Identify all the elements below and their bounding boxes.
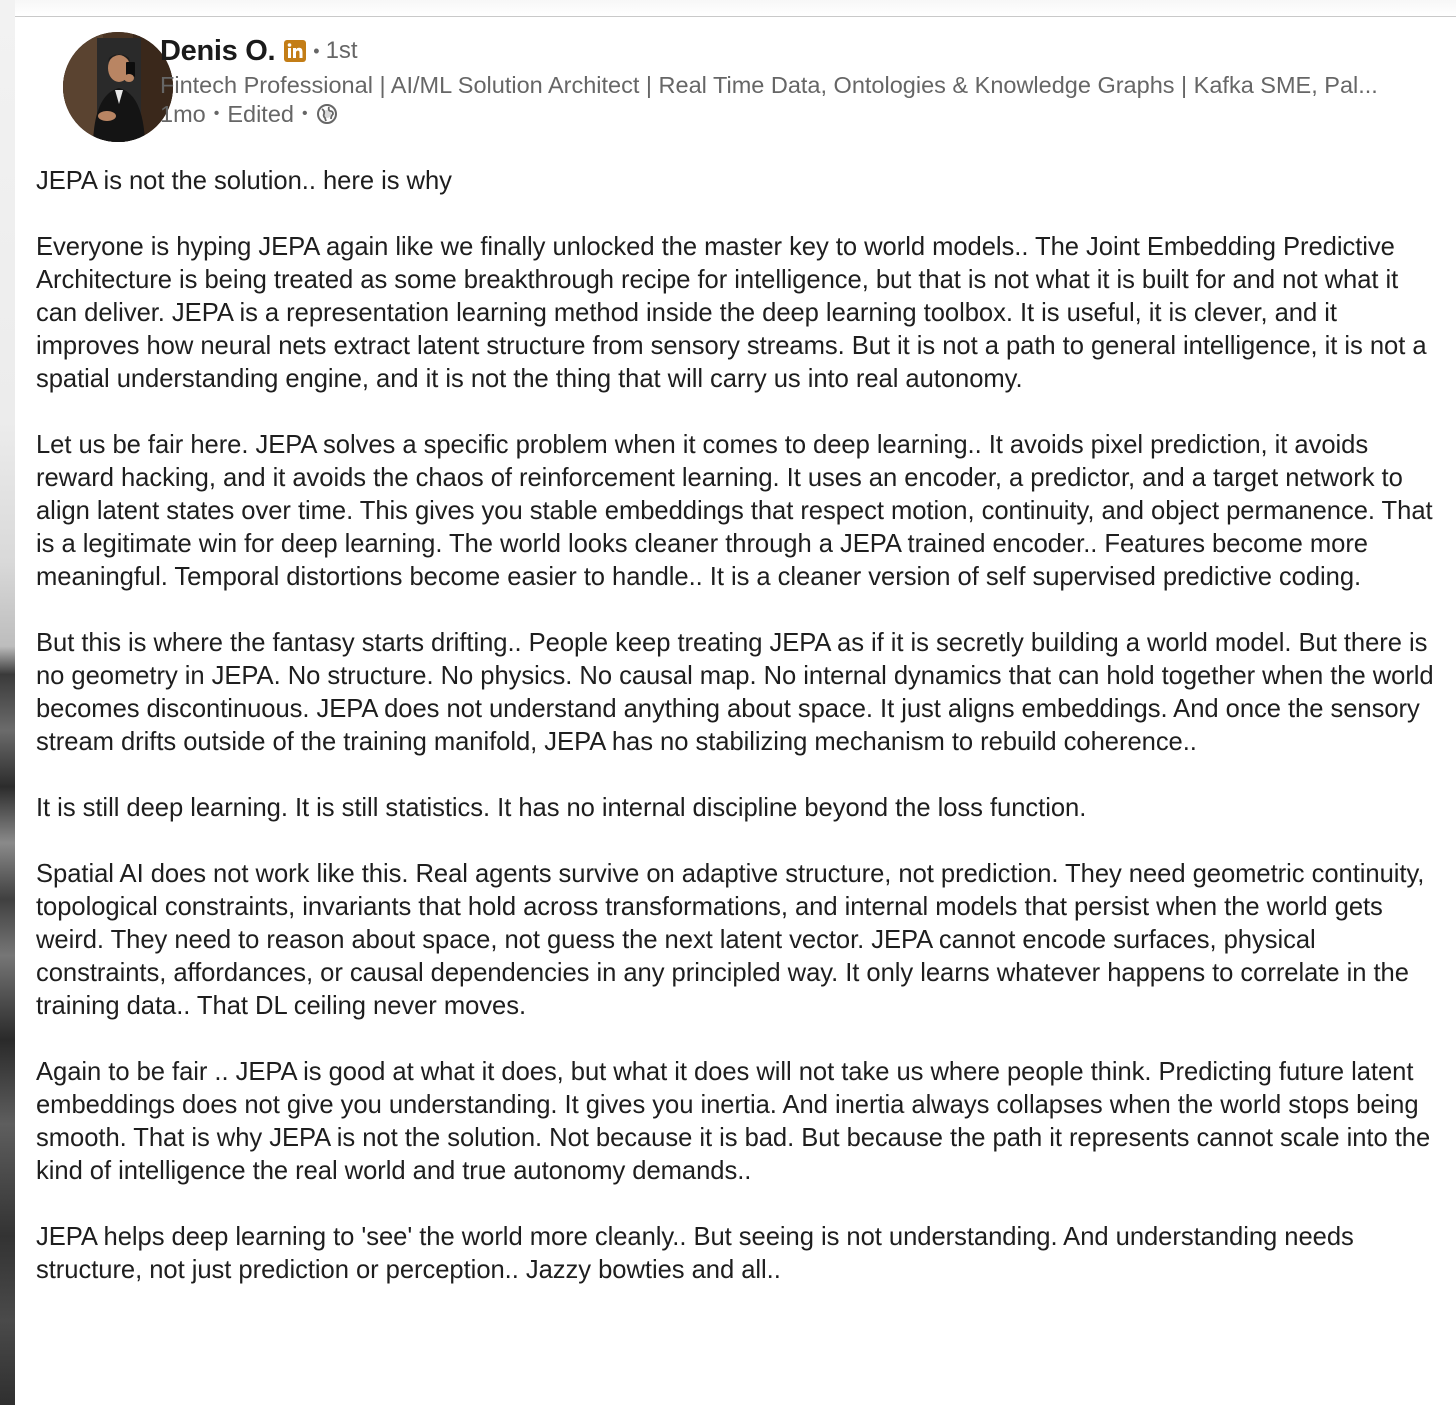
post-paragraph: Everyone is hyping JEPA again like we finally unlocked the master key to world models.. The Joint Embedding Predictive Architecture is being treated as some breakthrough recipe for intelligence, but that is not what it is built for and not what it can deliver. JEPA is a representation learning method inside the deep learning toolbox. It is useful, it is clever, and it improves how neural nets extract latent structure from sensory streams. But it is not a path to general intelligence, it is not a spatial understanding engine, and it is not the thing that will carry us into real autonomy. <box>36 233 1427 393</box>
post-paragraph: JEPA helps deep learning to 'see' the world more cleanly.. But seeing is not understanding. And understanding needs structure, not just prediction or perception.. Jazzy bowties and all.. <box>36 1223 1354 1284</box>
author-name[interactable]: Denis O. <box>160 34 276 67</box>
top-edge <box>15 0 1456 16</box>
author-line <box>160 33 358 69</box>
connection-degree: 1st <box>325 37 358 64</box>
post-meta <box>160 99 338 129</box>
edited-label: Edited <box>227 100 294 127</box>
meta-separator: • <box>213 105 220 122</box>
post-paragraph: But this is where the fantasy starts drifting.. People keep treating JEPA as if it is secretly building a world model. But there is no geometry in JEPA. No structure. No physics. No causal map. No internal dynamics that can hold together when the world becomes discontinuous. JEPA does not understand anything about space. It just aligns embeddings. And once the sensory stream drifts outside of the training manifold, JEPA has no stabilizing mechanism to rebuild coherence.. <box>36 629 1434 756</box>
author-headline: Fintech Professional | AI/ML Solution Architect | Real Time Data, Ontologies & Knowledge Graphs | Kafka SME, Pal... <box>160 72 1378 98</box>
meta-separator-2: • <box>301 105 308 122</box>
author-avatar[interactable] <box>63 32 173 142</box>
post-paragraph: Again to be fair .. JEPA is good at what it does, but what it does will not take us where people think. Predicting future latent embeddings does not give you understanding. It gives you inertia. And inertia always collapses when the world stops being smooth. That is why JEPA is not the solution. Not because it is bad. But because the path it represents cannot scale into the kind of intelligence the real world and true autonomy demands.. <box>36 1058 1431 1185</box>
post-paragraph-title: JEPA is not the solution.. here is why <box>36 167 452 195</box>
post-paragraph: It is still deep learning. It is still statistics. It has no internal discipline beyond the loss function. <box>36 794 1087 822</box>
post-paragraph: Let us be fair here. JEPA solves a specific problem when it comes to deep learning.. It avoids pixel prediction, it avoids reward hacking, and it avoids the chaos of reinforcement learning. It uses an encoder, a predictor, and a target network to align latent states over time. This gives you stable embeddings that respect motion, continuity, and object permanence. That is a legitimate win for deep learning. The world looks cleaner through a JEPA trained encoder.. Features become more meaningful. Temporal distortions become easier to handle.. It is a cleaner version of self supervised predictive coding. <box>36 431 1433 591</box>
post-time[interactable]: 1mo <box>160 100 206 127</box>
linkedin-icon <box>284 40 306 62</box>
degree-separator: • <box>313 40 320 61</box>
avatar-photo <box>63 32 173 142</box>
background-photo-edge <box>0 0 15 1405</box>
post-body <box>36 165 1446 1320</box>
globe-icon <box>316 103 338 125</box>
post-paragraph: Spatial AI does not work like this. Real agents survive on adaptive structure, not prediction. They need geometric continuity, topological constraints, invariants that hold across transformations, and internal models that persist when the world gets weird. They need to reason about space, not guess the next latent vector. JEPA cannot encode surfaces, physical constraints, affordances, or causal dependencies in any principled way. It only learns whatever happens to correlate in the training data.. That DL ceiling never moves. <box>36 860 1425 1020</box>
post-card <box>15 16 1456 1405</box>
